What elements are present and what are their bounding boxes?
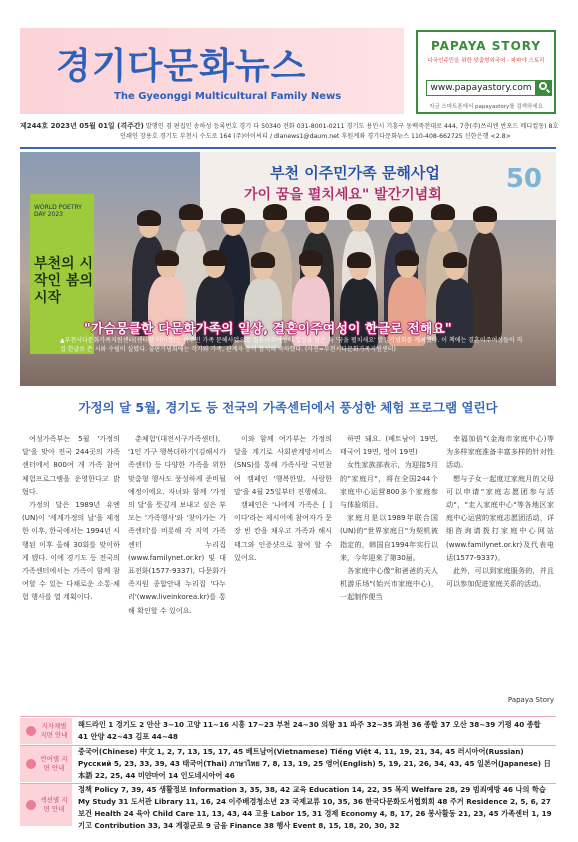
book-icon <box>26 800 36 810</box>
region-index <box>20 718 556 744</box>
issue-info <box>20 121 560 142</box>
photo-credit: ▲부천시다문화가족지원센터(센터장 이미정)는 이주민 가족 문해사업으로 결혼이주여성의 일상을 담은 책 '꿈을 펼치세요' 발간기념회를 개최했다. 이 책에는 결혼이주여성들이 직접 한글로 쓴 시와 수필이 실렸다. 출판기념회에는 작가와 가족, 관계자 등이 참석해 축하했다. (사진=부천시다문화가족지원센터) <box>60 337 523 353</box>
article-paragraph: 想与子女一起度过家庭月的父母可以申请"家庭志愿团参与活动"，"走入家庭中心"等各地区家庭中心运营的家庭志愿团活动，详细咨询请拨打家庭中心网站(www.familynet.or.kr)及代表电话(1577-9337)。 <box>446 473 554 562</box>
article-column-3 <box>234 432 332 564</box>
papaya-story-ad[interactable] <box>416 30 556 114</box>
article-paragraph: 여성가족부는 5월 '가정의 달'을 맞아 전국 244곳의 가족센터에서 800여 개 가족 참여 체험프로그램을 운영한다고 밝혔다. <box>22 434 120 496</box>
region-index-body: 해드라인 1 경기도 2 안산 3~10 고양 11~16 시흥 17~23 부천 24~30 의왕 31 파주 32~35 과천 36 종합 37 오산 38~39 기평 40 종합 41 안양 42~43 김포 44~48 <box>78 720 541 741</box>
article-paragraph: 캠페인은 '나에게 가족은 [ ]이다'라는 제시어에 참여자가 문장 빈 칸을 채우고 가족과 해시태그와 인증샷으로 참여 할 수 있어요. <box>234 500 332 562</box>
search-icon[interactable] <box>536 80 552 96</box>
section-index <box>20 784 556 830</box>
photo-caption: "가슴뭉클한 다문화가족의 일상, 결혼이주여성이 한글로 전해요" <box>84 322 452 337</box>
article-paragraph: 가정의 달은 1989년 유엔(UN)이 '세계가정의 날'을 제정한 이후, 한국에서는 1994년 시행된 이후 올해 30회를 맞이하게 됐다. 이에 경기도 등 전국의 가족센터에서는 가족이 함께 참여할 수 있는 다채로운 소통·체험 행사를 열 계획이다. <box>22 500 120 602</box>
article-column-5 <box>446 432 554 590</box>
speech-bubble-icon <box>26 759 36 769</box>
ad-note: 지금 스마트폰에서 papayastory를 검색하세요 <box>429 104 543 110</box>
ad-tagline: 다국인주민을 위한 맞춤형외국어 - 파파야 스토리 <box>427 58 545 64</box>
article-paragraph: 各家庭中心像"和爸爸的天人机游乐场"(始兴市家庭中心)，一起制作便当 <box>340 566 438 602</box>
masthead-rule <box>20 147 556 149</box>
section-index-body: 정책 Policy 7, 39, 45 생활정보 Information 3, 35, 38, 42 교육 Education 14, 22, 35 복지 Welfare 28, 29 범죄예방 46 나의 학습 My Study 31 도서관 Library 11, 16, 24 이주배경청소년 23 국제교류 10, 35, 36 한국다문화도서협회회 48 주거 Residence 2, 5, 6, 27 보건 Health 24 육아 Child Care 11, 13, 43, 44 고용 Labor 15, 31 경제 Economy 4, 8, 17, 26 봉사활동 21, 23, 45 가족센터 1, 19 기고 Contribution 33, 34 게절군로 9 금융 Finance 38 행사 Event 8, 15, 18, 20, 30, 32 <box>78 785 552 830</box>
article-headline: 가정의 달 5월, 경기도 등 전국의 가족센터에서 풍성한 체험 프로그램 열린다 <box>78 400 498 415</box>
article-paragraph: 하면 돼요. (베트남어 19면, 태국어 19면, 영어 19면) <box>340 434 438 457</box>
article-paragraph: 女性家族部表示，为迎接5月的"家庭月"，将在全国244个家庭中心运营800多个家庭参与体验项目。 <box>340 460 438 510</box>
language-index-body: 중국어(Chinese) 中文 1, 2, 7, 13, 15, 17, 45 베트남어(Vietnamese) Tiếng Việt 4, 11, 19, 21, 34, 45 러시아어(Russian) Русский 5, 23, 33, 39, 43 태국어(Thai) ภาษาไทย 7, 8, 13, 19, 25 영어(English) 5, 19, 21, 26, 34, 43, 45 일본어(Japanese) 日本語 22, 25, 44 미얀마어 14 인도네시아어 46 <box>78 747 551 780</box>
newspaper-subtitle: The Gyeonggi Multicultural Family News <box>114 91 342 102</box>
article-column-2 <box>128 432 226 617</box>
ad-url-box[interactable]: www.papayastory.com <box>426 80 536 96</box>
region-index-label: 지자체별 지면 안내 <box>40 722 68 739</box>
map-pin-icon <box>26 726 36 736</box>
section-index-label: 섹션별 지면 안내 <box>40 796 68 813</box>
article-column-4 <box>340 432 438 604</box>
article-paragraph: 家庭月是以1989年联合国(UN)的"世界家庭日"为契机被指定的，韩国自1994年实行以来，今年迎来了第30届。 <box>340 513 438 562</box>
article-column-1 <box>22 432 120 604</box>
banner-line-1: 부천 이주민가족 문해사업 <box>270 164 440 182</box>
article-paragraph: 이와 함께 여가부는 가정의 달을 계기로 사회관계망서비스(SNS)를 통해 가족사랑 국민참여 캠페인 '행복한말, 사랑한말'을 4월 25일부터 진행해요. <box>234 434 332 496</box>
masthead <box>20 28 404 114</box>
banner-line-2: 가이 꿈을 펼치세요" 발간기념회 <box>244 187 442 203</box>
banner-50-logo: 50 <box>505 164 542 194</box>
ad-logo: PAPAYA STORY <box>430 39 542 53</box>
poster-title: WORLD POETRY DAY 2023 <box>34 204 82 218</box>
newspaper-title: 경기다문화뉴스 <box>56 46 307 87</box>
language-index <box>20 746 556 782</box>
issue-number: 제244호 2023년 05월 01일 (격주간) <box>20 122 144 130</box>
article-paragraph: 춘체험'(대전서구가족센터), '1인 가구 행복더하기'(김해시가족센터) 등 다양한 가족을 위한 맞춤형 행사도 풍성하게 준비될 예정이에요. 자녀와 함께 '가정의 달'을 뜻깊게 보내고 싶은 부모는 '가족행사'와 '찾아가는 가족센터'를 비롯해 각 지역 가족센터 누리집(www.familynet.or.kr) 및 대표전화(1577-9337), 다문화가족지원 종합안내 누리집 '다누리'(www.liveinkorea.kr)를 통해 확인할 수 있어요. <box>128 434 226 615</box>
poster-line: 부천의 시작인 봄의 시작 <box>34 256 93 306</box>
language-index-label: 언어별 지면 안내 <box>40 755 68 772</box>
issue-line-2: 인쇄인 장용호 경기도 부천시 수도로 164 (주)아이씨티 / dlanews1@daum.net 후원계좌 경기다문화뉴스 110-408-662725 신한은행 <2.8> <box>120 133 511 140</box>
article-paragraph: 此外，可以到家庭服务的，并且可以参加促进家庭关系的活动。 <box>446 566 554 589</box>
article-byline: Papaya Story <box>507 696 554 704</box>
article-paragraph: 幸福加倍"(金海市家庭中心)等为多样家庭准备丰富多样的针对性活动。 <box>446 434 554 470</box>
lead-photo <box>20 152 556 386</box>
issue-line-1: 발행인 겸 편집인 송하성 등록번호 경기 다 50340 전화 031-8001-0211 경기도 용인시 기흥구 동백죽전대로 444, 7층(주)쓰리엔 반포드 메디컬동) 8호 <box>145 123 559 130</box>
